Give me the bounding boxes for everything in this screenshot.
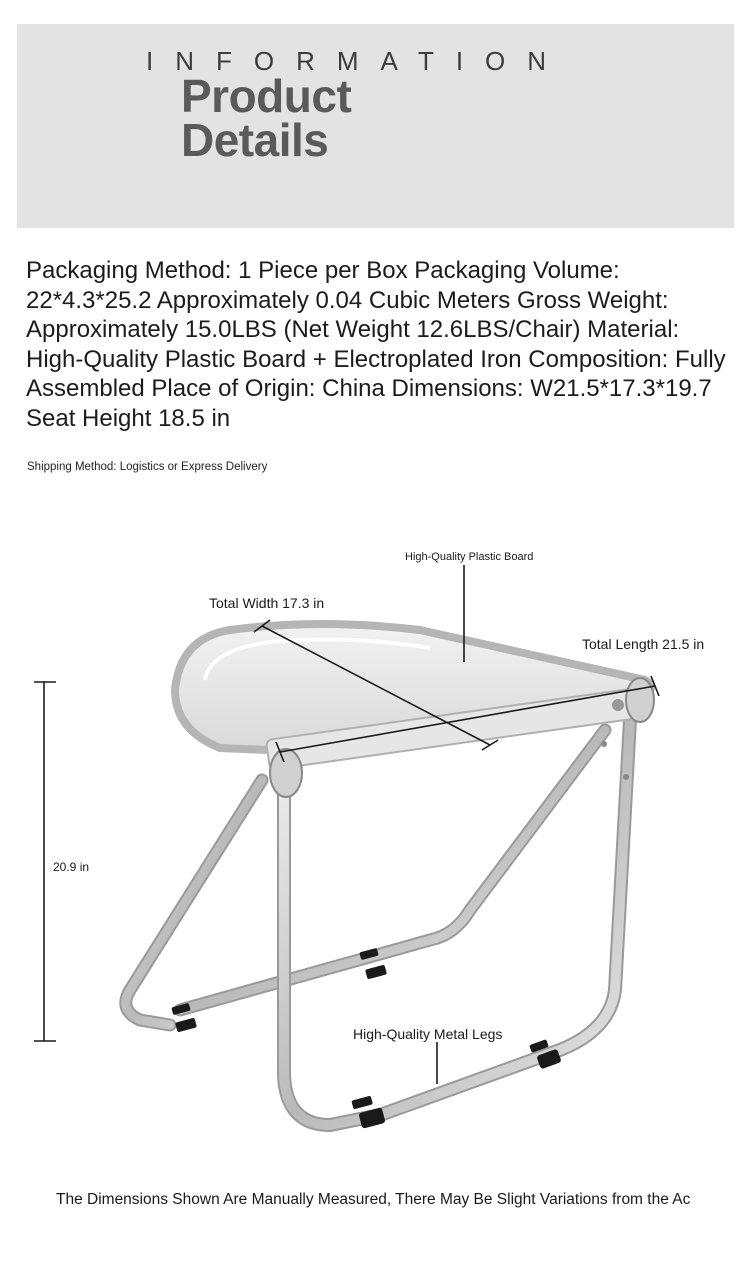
specifications-text: Packaging Method: 1 Piece per Box Packaging Volume: 22*4.3*25.2 Approximately 0.04 Cubic Meters Gross Weight: Approximately 15.0LBS (Net Weight 12.6LBS/Chair) Material: High-Quality Plastic Board + Electroplated Iron Composition: Fully Assembled Place of Origin: China Dimensions: W21.5*17.3*19.7 Seat Height 18.5 in (26, 257, 726, 432)
title-line-1: Product (181, 70, 352, 122)
width-label: Total Width 17.3 in (209, 595, 325, 611)
height-label: 20.9 in (53, 860, 90, 874)
title-line-2: Details (181, 114, 329, 166)
seat-label: High-Quality Plastic Board (405, 551, 534, 563)
chair-diagram (0, 490, 750, 1170)
length-label: Total Length 21.5 in (582, 636, 705, 652)
legs-label: High-Quality Metal Legs (353, 1026, 503, 1042)
info-heading: INFORMATION (146, 46, 569, 76)
measurement-note: The Dimensions Shown Are Manually Measured, There May Be Slight Variations from the Ac (56, 1191, 691, 1208)
page-title (181, 70, 352, 166)
chair-illustration (0, 490, 750, 1170)
shipping-method: Shipping Method: Logistics or Express Delivery (27, 461, 268, 473)
